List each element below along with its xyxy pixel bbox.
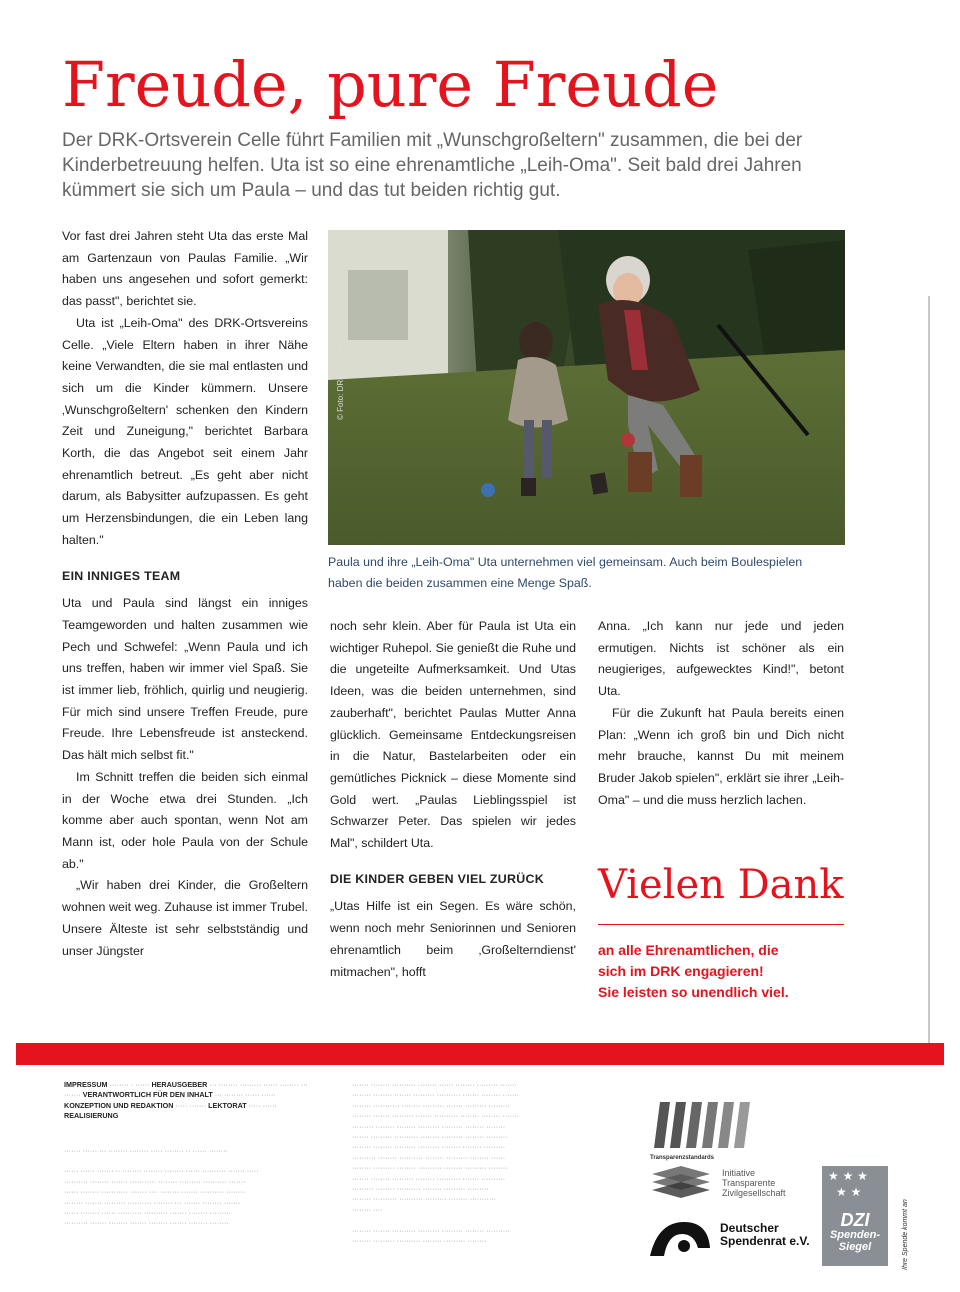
responsible-label: VERANTWORTLICH FÜR DEN INHALT bbox=[82, 1090, 213, 1100]
dzi-side-text: Ihre Spende kommt an bbox=[902, 1199, 909, 1270]
thanks-text bbox=[598, 940, 858, 1003]
paragraph: noch sehr klein. Aber für Paula ist Uta ein wichtiger Ruhepol. Sie genießt die Ruhe und die ungeteilte Aufmerksamkeit. Und Utas Ideen, was die beiden unternehmen, sind zauberhaft", berichtet Paulas Mutter Anna glücklich. Gemeinsame Entdeckungsreisen in die Natur, Bastelarbeiten oder ein gemütliches Picknick – diese Momente sind Gold wert. „Paulas Lieblingsspiel ist Schwarzer Peter. Das spielen wir jedes Mal", schildert Uta. bbox=[330, 619, 576, 851]
paragraph: Uta ist „Leih-Oma" des DRK-Ortsvereins Celle. „Viele Eltern haben in ihrer Nähe keine Verwandten, die sie mal entlasten und sich um die Kinder kümmern. Unsere ‚Wunschgroßeltern' schenken den Kindern Zeit und Zuneigung," berichtet Barbara Korth, die das Angebot seit einem Jahr ehrenamtlich betreut. „Es geht aber nicht darum, als Babysitter aufzupassen. Es geht um Herzensbindungen, die ein Leben lang halten." bbox=[62, 315, 308, 547]
paragraph: „Wir haben drei Kinder, die Großeltern wohnen weit weg. Zuhause ist immer Trubel. Unsere Älteste ist sehr selbstständig und unser Jüngster bbox=[62, 878, 308, 958]
logo-text: Zivilgesellschaft bbox=[722, 1188, 786, 1198]
page-edge-rule bbox=[928, 296, 930, 1051]
subheading: DIE KINDER GEBEN VIEL ZURÜCK bbox=[330, 871, 545, 886]
dzi-sub2: Siegel bbox=[838, 1241, 872, 1253]
article-column-3 bbox=[598, 616, 844, 811]
thanks-divider bbox=[598, 924, 844, 925]
thanks-title: Vielen Dank bbox=[598, 862, 844, 908]
stars-icon bbox=[822, 1166, 888, 1206]
imprint-block-2: ······· ········ ·········· ········ ······ ········ ········· ······· ········ ········ ······· ········· ·········· ······· ········ ······· ········ ··········· ········ ········· ······· ········· ········· ········ ······· ········· ······· ·········· ········ ········ ······· ········· ········ ········ ········· ········· ········ ········ ······· ········· ·········· ········ ········· ········ ········· ········ ········ ········· ········· ········ ········ ········· ·········· ········ ·········· ········ ········· ········ ······ ········ ········· ········ ·········· ········ ········· ········ ······· ········ ········· ········ ·········· ······· ·········· ········· ········ ·········· ········ ········· ········· ········ ·········· ·········· ········· ········ ··········· ········ ···· ········ ······· ·········· ········· ········· ········ ·········· ········ ········· ·········· ········ ········· ········ bbox=[352, 1080, 520, 1246]
paragraph: Für die Zukunft hat Paula bereits einen Plan: „Wenn ich groß bin und Dich nicht mehr brauche, kannst Du mit meinem Bruder Jakob spielen", erklärt sie ihrer „Leih-Oma" – und die muss herzlich lachen. bbox=[598, 705, 844, 807]
page-title: Freude, pure Freude bbox=[62, 48, 719, 121]
photo-caption: Paula und ihre „Leih-Oma" Uta unternehmen viel gemeinsam. Auch beim Boulespielen haben die beiden zusammen eine Menge Spaß. bbox=[328, 555, 803, 590]
paragraph: Vor fast drei Jahren steht Uta das erste Mal am Gartenzaun von Paulas Familie. „Wir haben uns angesehen und sofort gemerkt: das passt", berichtet sie. bbox=[62, 229, 308, 309]
logo-text: Transparente bbox=[722, 1178, 776, 1188]
layers-icon bbox=[650, 1166, 712, 1204]
logo-text: Deutscher bbox=[720, 1221, 779, 1235]
spendenrat-emblem-icon bbox=[648, 1218, 712, 1258]
dzi-title: DZI bbox=[840, 1210, 870, 1230]
spendenrat-text bbox=[720, 1222, 810, 1248]
paragraph: Im Schnitt treffen die beiden sich einmal in der Woche etwa drei Stunden. „Ich komme aber auch spontan, wenn Not am Mann ist, oder hole Paula von der Schule ab." bbox=[62, 769, 308, 871]
lead-paragraph: Der DRK-Ortsverein Celle führt Familien mit „Wunschgroßeltern" zusammen, die bei der Kinderbetreuung helfen. Uta ist so eine ehrenamtliche „Leih-Oma". Seit bald drei Jahren kümmert sie sich um Paula – und das tut beiden richtig gut. bbox=[62, 130, 803, 201]
thanks-line: Sie leisten so unendlich viel. bbox=[598, 984, 789, 1000]
transparency-standards-logo bbox=[650, 1102, 750, 1162]
logo-caption: Transparenzstandards bbox=[650, 1155, 715, 1161]
footer-red-bar bbox=[16, 1043, 944, 1065]
stripes-icon bbox=[650, 1102, 750, 1148]
svg-text:★ ★: ★ ★ bbox=[836, 1185, 862, 1199]
article-column-1 bbox=[62, 226, 308, 962]
paragraph: „Utas Hilfe ist ein Segen. Es wäre schön, wenn noch mehr Seniorinnen und Senioren ehrenamtlich beim ‚Großelterndienst' mitmachen", hofft bbox=[330, 899, 576, 979]
paragraph: Anna. „Ich kann nur jede und jeden ermutigen. Nichts ist schöner als ein neugieriges, aufgewecktes Kind!", betont Uta. bbox=[598, 619, 844, 699]
dzi-sub1: Spenden- bbox=[829, 1229, 881, 1241]
svg-text:★ ★ ★: ★ ★ ★ bbox=[828, 1169, 868, 1183]
subheading: EIN INNIGES TEAM bbox=[62, 568, 181, 583]
imprint-filler: ······· ······ ··· ········ ········ ····· ········ ·· ······ ········ ······ ······ ······· ·· ········ ········ ········ ······ ·········· ······· ····· ·········· ········ ······· ··········· ········ ········· ·········· ······· ······ ········ ··········· ······· ···· ········ ······· ·········· ········ ········ ······· ········· ·········· ········ ··· ······· ········ ······· ······ ········ ······ ·········· ·········· ······· ········ ········· ·········· ······· ········ ······· ········ ······· ········ ········ bbox=[64, 1145, 259, 1228]
concept-label: KONZEPTION UND REDAKTION bbox=[64, 1100, 174, 1110]
article-column-2 bbox=[330, 616, 576, 983]
publisher-label: HERAUSGEBER bbox=[151, 1080, 208, 1089]
photo-illustration bbox=[328, 230, 845, 545]
paragraph: Uta und Paula sind längst ein inniges Teamgeworden und halten zusammen wie Pech und Schwefel: „Wenn Paula und ich uns treffen, haben wir immer viel Spaß. Sie ist immer lieb, fröhlich, quirlig und neugierig. Für mich sind unsere Treffen Freude, pure Freude. Ihre Lebensfreude ist ansteckend. Das hält mich selbst fit." bbox=[62, 596, 308, 763]
editing-label: LEKTORAT bbox=[208, 1100, 247, 1110]
dzi-seal bbox=[822, 1166, 888, 1266]
imprint-label: IMPRESSUM bbox=[64, 1080, 108, 1089]
logo-text: Spendenrat e.V. bbox=[720, 1234, 810, 1248]
initiative-text bbox=[722, 1168, 786, 1198]
photo-credit: © Foto: DRK-Ortsverein Celle bbox=[336, 314, 345, 420]
imprint-block: IMPRESSUM ········ · ······ HERAUSGEBER ··· ········ ········· ······ ········ ··· ······· VERANTWORTLICH FÜR DEN INHALT ··· ········ ······ ······ KONZEPTION UND REDAKTION ····· ······· LEKTORAT ····· ······ REALISIERUNG ······· ······ ··· ········ ········ ····· ········ ·· ······ ········ ······ ······ ······· ·· ········ ········ ········ ······ ·········· ······· ····· ·········· ········ ······· ··········· ········ ········· ·········· ······· ······ ········ ··········· ······· ···· ········ ······· ·········· ········ ········ ······· ········· ·········· ········ ··· ······· ········ ······· ······ ········ ······ ·········· ·········· ······· ········ ········· ·········· ······· ········ ······· ········ ······· ········ ········ bbox=[64, 1080, 324, 1229]
thanks-line: sich im DRK engagieren! bbox=[598, 963, 764, 979]
spendenrat-logo bbox=[648, 1218, 818, 1268]
realization-label: REALISIERUNG bbox=[64, 1111, 119, 1121]
photo-grandma-and-girl bbox=[328, 230, 845, 545]
logo-text: Initiative bbox=[722, 1168, 756, 1178]
thanks-line: an alle Ehrenamtlichen, die bbox=[598, 942, 779, 958]
initiative-logo bbox=[650, 1166, 820, 1206]
